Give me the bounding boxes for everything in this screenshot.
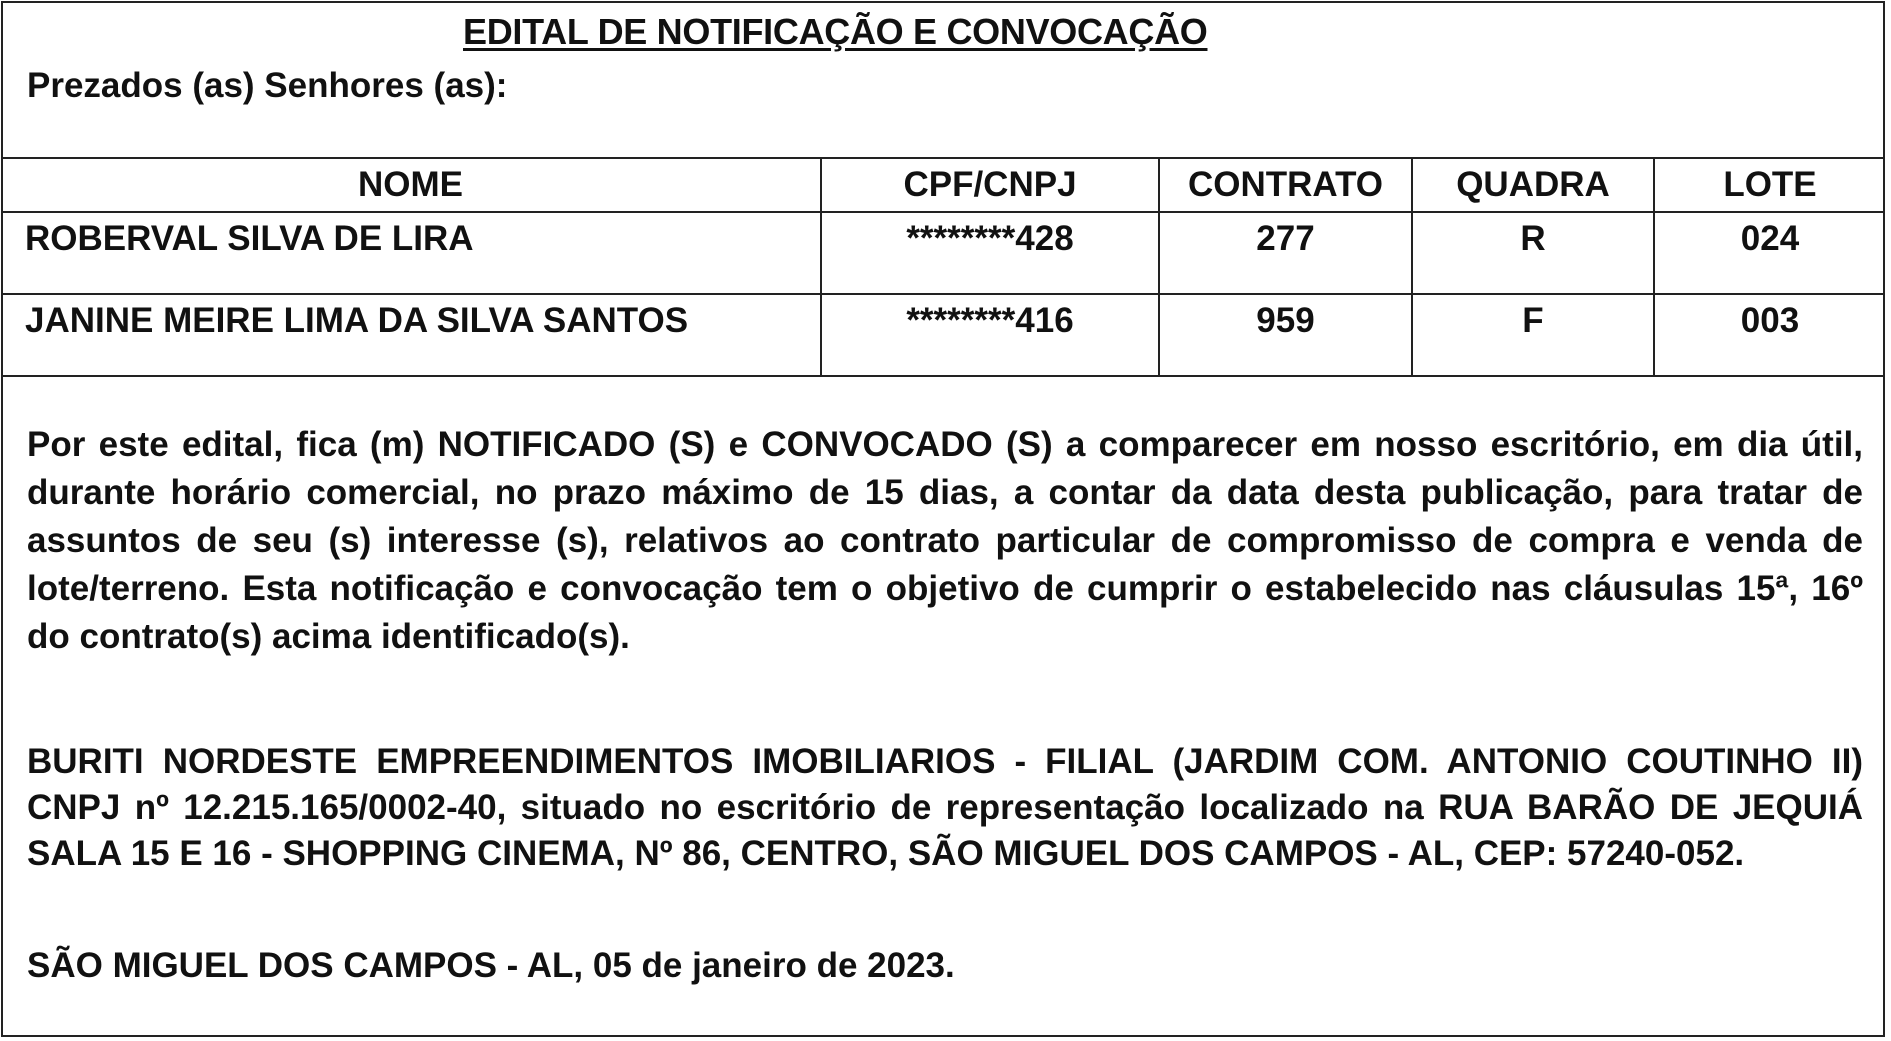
- cell-name: ROBERVAL SILVA DE LIRA: [1, 212, 821, 294]
- cell-lot: 024: [1654, 212, 1885, 294]
- cell-contract: 277: [1159, 212, 1412, 294]
- column-header-block: QUADRA: [1412, 158, 1654, 212]
- greeting: Prezados (as) Senhores (as):: [27, 66, 508, 105]
- table-row: [1, 212, 1885, 294]
- document-title: EDITAL DE NOTIFICAÇÃO E CONVOCAÇÃO: [463, 11, 1208, 52]
- cell-lot: 003: [1654, 294, 1885, 376]
- cell-document: ********428: [821, 212, 1159, 294]
- cell-document: ********416: [821, 294, 1159, 376]
- cell-name: JANINE MEIRE LIMA DA SILVA SANTOS: [1, 294, 821, 376]
- cell-block: R: [1412, 212, 1654, 294]
- date-line: SÃO MIGUEL DOS CAMPOS - AL, 05 de janeiro de 2023.: [27, 946, 955, 985]
- column-header-contract: CONTRATO: [1159, 158, 1412, 212]
- column-header-name: NOME: [1, 158, 821, 212]
- table-row: [1, 294, 1885, 376]
- company-paragraph: BURITI NORDESTE EMPREENDIMENTOS IMOBILIARIOS - FILIAL (JARDIM COM. ANTONIO COUTINHO II) CNPJ nº 12.215.165/0002-40, situado no escritório de representação localizado na RUA BARÃO DE JEQUIÁ SALA 15 E 16 - SHOPPING CINEMA, Nº 86, CENTRO, SÃO MIGUEL DOS CAMPOS - AL, CEP: 57240-052.: [27, 742, 1863, 873]
- notice-document: [1, 1, 1885, 1037]
- cell-contract: 959: [1159, 294, 1412, 376]
- notice-paragraph: Por este edital, fica (m) NOTIFICADO (S) e CONVOCADO (S) a comparecer em nosso escritório, em dia útil, durante horário comercial, no prazo máximo de 15 dias, a contar da data desta publicação, para tratar de assuntos de seu (s) interesse (s), relativos ao contrato particular de compromisso de compra e venda de lote/terreno. Esta notificação e convocação tem o objetivo de cumprir o estabelecido nas cláusulas 15ª, 16º do contrato(s) acima identificado(s).: [27, 425, 1863, 656]
- cell-block: F: [1412, 294, 1654, 376]
- table-header-row: [1, 158, 1885, 212]
- notified-persons-table: [1, 157, 1885, 377]
- column-header-lot: LOTE: [1654, 158, 1885, 212]
- column-header-document: CPF/CNPJ: [821, 158, 1159, 212]
